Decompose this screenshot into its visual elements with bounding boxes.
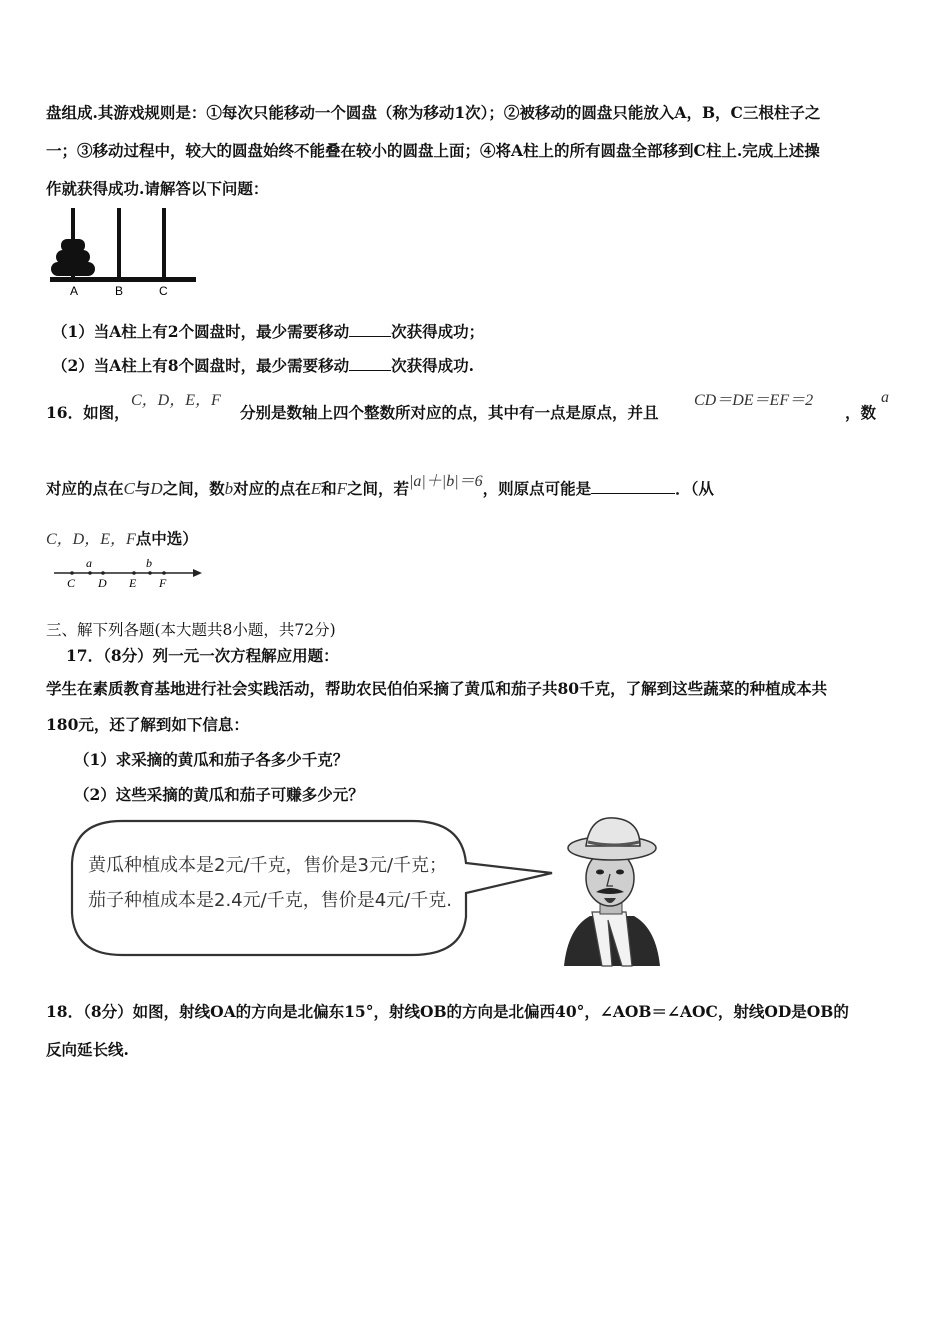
answer-blank bbox=[591, 479, 675, 494]
q15-sub-2-suffix: 次获得成功. bbox=[391, 356, 475, 375]
q15-sub-1-suffix: 次获得成功； bbox=[391, 322, 485, 341]
point-a-dot bbox=[88, 571, 92, 575]
peg-b bbox=[117, 208, 121, 280]
q15-sub-2 bbox=[52, 354, 474, 376]
q17-body-2: 180元，还了解到如下信息： bbox=[46, 715, 249, 734]
answer-blank bbox=[349, 356, 391, 371]
axis-label-a: a bbox=[86, 556, 92, 570]
q16-line-3-text: 点中选） bbox=[135, 529, 198, 548]
point-f-dot bbox=[162, 571, 166, 575]
q16-line-2-a: 对应的点在 bbox=[46, 479, 124, 498]
q16-number: 16．如图， bbox=[46, 403, 130, 422]
q16-line-2 bbox=[46, 473, 714, 499]
q18-line-2: 反向延长线. bbox=[46, 1040, 129, 1059]
q16-var-d: D bbox=[150, 479, 163, 498]
q17-body-1: 学生在素质教育基地进行社会实践活动，帮助农民伯伯采摘了黄瓜和茄子共80千克，了解到这些蔬菜的种植成本共 bbox=[46, 679, 828, 698]
base-board bbox=[50, 277, 196, 282]
answer-blank bbox=[349, 322, 391, 337]
bubble-line-1: 黄瓜种植成本是2元/千克，售价是3元/千克； bbox=[88, 855, 448, 876]
axis-label-c: C bbox=[67, 576, 76, 590]
q16-line-3 bbox=[46, 526, 198, 549]
point-c-dot bbox=[70, 571, 74, 575]
q16-equation-1: CD＝DE＝EF＝2 bbox=[694, 392, 814, 409]
q16-var-f: F bbox=[336, 479, 347, 498]
peg-label-b: B bbox=[115, 284, 124, 298]
q16-line-2-c: 之间，若 bbox=[346, 479, 409, 498]
axis-arrow bbox=[193, 569, 202, 577]
q15-sub-2-prefix: （2）当A柱上有8个圆盘时，最少需要移动 bbox=[52, 356, 350, 375]
axis-label-b: b bbox=[146, 556, 152, 570]
q16-equation-2: |a|＋|b|＝6 bbox=[409, 473, 483, 490]
point-d-dot bbox=[101, 571, 105, 575]
disk-small bbox=[61, 239, 85, 252]
hanoi-tower-figure bbox=[46, 206, 206, 298]
q16-var-a: a bbox=[881, 389, 889, 406]
farmer-eye-left bbox=[596, 870, 604, 875]
q16-yu: 与 bbox=[134, 479, 151, 498]
q16-line-2-e: ．（从 bbox=[675, 479, 714, 498]
point-b-dot bbox=[148, 571, 152, 575]
peg-label-c: C bbox=[159, 284, 168, 298]
axis-label-d: D bbox=[98, 576, 107, 590]
q16-line-3-points: C，D，E，F bbox=[46, 531, 136, 548]
q16-he: 和 bbox=[321, 479, 337, 498]
number-line-figure bbox=[52, 556, 204, 592]
disk-medium bbox=[56, 250, 90, 264]
bubble-line-2: 茄子种植成本是2.4元/千克，售价是4元/千克. bbox=[88, 890, 452, 911]
q15-rule-line-3: 作就获得成功.请解答以下问题： bbox=[46, 179, 269, 198]
q17-sub-2: （2）这些采摘的黄瓜和茄子可赚多少元？ bbox=[74, 785, 364, 804]
peg-c bbox=[162, 208, 166, 280]
bubble-outline bbox=[72, 821, 552, 955]
peg-label-a: A bbox=[70, 284, 79, 298]
speech-bubble bbox=[62, 813, 562, 973]
q16-text-1: 分别是数轴上四个整数所对应的点，其中有一点是原点，并且 bbox=[240, 403, 659, 422]
q16-var-b: b bbox=[224, 479, 234, 498]
q16-points-label: C，D，E，F bbox=[131, 392, 221, 409]
section-3-title: 三、解下列各题(本大题共8小题，共72分) bbox=[46, 621, 336, 639]
q16-var-c: C bbox=[123, 479, 135, 498]
q17-title: 17．（8分）列一元一次方程解应用题： bbox=[66, 646, 339, 665]
q17-sub-1: （1）求采摘的黄瓜和茄子各多少千克？ bbox=[74, 750, 349, 769]
q16-var-e: E bbox=[310, 479, 322, 498]
farmer-illustration bbox=[560, 816, 664, 972]
q15-rule-line-1: 盘组成.其游戏规则是：①每次只能移动一个圆盘（称为移动1次）；②被移动的圆盘只能放入A，B，C三根柱子之 bbox=[46, 103, 821, 122]
axis-label-e: E bbox=[129, 576, 137, 590]
point-e-dot bbox=[132, 571, 136, 575]
q15-sub-1 bbox=[52, 320, 484, 342]
q15-rule-line-2: 一；③移动过程中，较大的圆盘始终不能叠在较小的圆盘上面；④将A柱上的所有圆盘全部移到C柱上.完成上述操 bbox=[46, 141, 820, 160]
q15-sub-1-prefix: （1）当A柱上有2个圆盘时，最少需要移动 bbox=[52, 322, 350, 341]
farmer-eye-right bbox=[616, 870, 624, 875]
q16-between-b: 之间，数 bbox=[162, 479, 225, 498]
q16-line-2-d: ，则原点可能是 bbox=[482, 479, 592, 498]
q16-comma-num: ，数 bbox=[845, 403, 877, 422]
axis-label-f: F bbox=[159, 576, 167, 590]
q16-line-2-b: 对应的点在 bbox=[233, 479, 311, 498]
q18-line-1: 18．（8分）如图，射线OA的方向是北偏东15°，射线OB的方向是北偏西40°，∠AOB＝∠AOC，射线OD是OB的 bbox=[46, 1002, 849, 1021]
disk-large bbox=[51, 262, 95, 276]
